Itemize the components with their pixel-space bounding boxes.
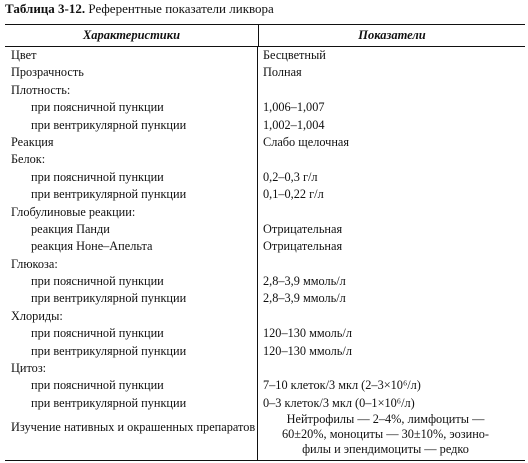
row-value: 0,2–0,3 г/л — [263, 169, 318, 184]
row-characteristic: Изучение нативных и окрашенных препаратов — [5, 412, 258, 460]
table-row — [5, 82, 525, 99]
row-value — [258, 82, 525, 99]
row-value — [258, 204, 525, 221]
table-row — [5, 47, 525, 64]
table-row — [5, 256, 525, 273]
row-characteristic: Глобулиновые реакции: — [5, 204, 258, 221]
row-characteristic: при вентрикулярной пункции — [5, 117, 258, 134]
table-row — [5, 412, 525, 461]
row-value — [258, 256, 525, 273]
row-characteristic: при поясничной пункции — [5, 99, 258, 116]
table-row — [5, 290, 525, 307]
table-row — [5, 343, 525, 360]
reference-table — [5, 24, 525, 461]
row-value-line: 60±20%, моноциты — 30±10%, эозино- — [281, 427, 490, 442]
header-values: Показатели — [358, 28, 426, 42]
row-value: Отрицательная — [263, 221, 343, 236]
row-characteristic: реакция Панди — [5, 221, 258, 238]
table-row — [5, 117, 525, 134]
table-row — [5, 308, 525, 325]
row-value: 0,1–0,22 г/л — [263, 187, 324, 202]
row-value: 1,002–1,004 — [263, 117, 325, 132]
table-row — [5, 325, 525, 342]
header-characteristics: Характеристики — [5, 25, 259, 46]
row-characteristic: Глюкоза: — [5, 256, 258, 273]
row-value — [258, 151, 525, 168]
table-caption-title: Референтные показатели ликвора — [88, 1, 274, 16]
row-characteristic: Прозрачность — [5, 64, 258, 81]
table-body — [5, 47, 525, 412]
table-row — [5, 99, 525, 116]
table-row — [5, 360, 525, 377]
table-row — [5, 169, 525, 186]
row-value-line: филы и эпендимоциты — редко — [302, 442, 469, 457]
row-characteristic: при поясничной пункции — [5, 377, 258, 394]
table-row — [5, 238, 525, 255]
table-row — [5, 377, 525, 394]
table-row — [5, 273, 525, 290]
row-value: 7–10 клеток/3 мкл (2–3×10⁶/л) — [263, 378, 421, 393]
table-row — [5, 64, 525, 81]
row-value — [258, 360, 525, 377]
table-row — [5, 151, 525, 168]
row-value — [258, 308, 525, 325]
table-row — [5, 395, 525, 412]
row-value: 2,8–3,9 ммоль/л — [263, 274, 346, 289]
row-characteristic: реакция Ноне–Апельта — [5, 238, 258, 255]
row-value: 1,006–1,007 — [263, 100, 325, 115]
row-characteristic: Белок: — [5, 151, 258, 168]
table-caption-label: Таблица 3-12. — [5, 1, 86, 16]
row-value — [258, 412, 525, 460]
row-characteristic: Плотность: — [5, 82, 258, 99]
table-row — [5, 186, 525, 203]
table-caption — [5, 1, 274, 17]
row-value: Отрицательная — [263, 239, 343, 254]
table-row — [5, 221, 525, 238]
row-characteristic: Цитоз: — [5, 360, 258, 377]
row-characteristic: при вентрикулярной пункции — [5, 186, 258, 203]
row-value: Полная — [263, 65, 302, 80]
table-row — [5, 134, 525, 151]
row-value: Слабо щелочная — [263, 134, 350, 149]
row-value-line: Нейтрофилы — 2–4%, лимфоциты — — [286, 412, 485, 427]
row-characteristic: при вентрикулярной пункции — [5, 290, 258, 307]
row-characteristic: Хлориды: — [5, 308, 258, 325]
row-value: 2,8–3,9 ммоль/л — [263, 291, 346, 306]
row-characteristic: при поясничной пункции — [5, 273, 258, 290]
row-value: 120–130 ммоль/л — [263, 343, 352, 358]
table-row — [5, 204, 525, 221]
row-characteristic: при поясничной пункции — [5, 325, 258, 342]
row-characteristic: Цвет — [5, 47, 258, 64]
row-characteristic: при вентрикулярной пункции — [5, 343, 258, 360]
table-header — [5, 25, 525, 47]
row-characteristic: при поясничной пункции — [5, 169, 258, 186]
row-value: 0–3 клеток/3 мкл (0–1×10⁶/л) — [263, 395, 415, 410]
row-characteristic: Реакция — [5, 134, 258, 151]
row-value: Бесцветный — [263, 48, 326, 62]
row-value: 120–130 ммоль/л — [263, 326, 352, 341]
row-characteristic: при вентрикулярной пункции — [5, 395, 258, 412]
